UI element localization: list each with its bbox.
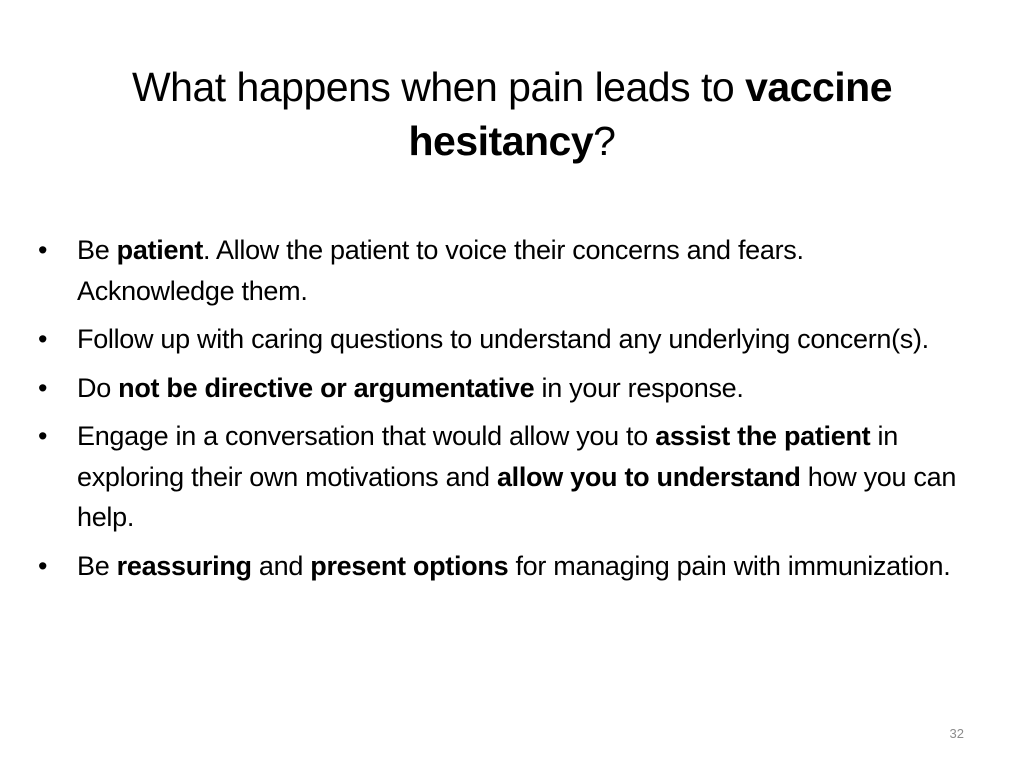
title-punctuation: ?	[593, 118, 616, 164]
bullet-text: Engage in a conversation that would allow you to	[77, 421, 656, 451]
bullet-text: in your response.	[534, 372, 744, 403]
title-emphasis: vaccine hesitancy	[408, 64, 893, 164]
title-text: What happens when pain leads to	[131, 64, 746, 110]
bullet-text: Follow up with caring questions to understand any underlying concern(s).	[77, 324, 929, 354]
bullet-emphasis: present options	[310, 550, 509, 581]
bullet-text: and	[251, 550, 311, 581]
bullet-item	[36, 546, 966, 587]
bullet-emphasis: patient	[116, 235, 204, 265]
bullet-text: in exploring their own motivations and	[77, 421, 898, 492]
bullet-dot-icon: •	[38, 372, 48, 403]
bullet-item	[36, 368, 966, 409]
bullet-dot-icon: •	[38, 421, 48, 451]
bullet-item	[36, 230, 966, 311]
bullet-item	[36, 319, 966, 360]
bullet-emphasis: allow you to understand	[496, 461, 801, 492]
bullet-text: Do	[77, 372, 119, 403]
bullet-dot-icon: •	[38, 324, 48, 354]
bullet-text: for managing pain with immunization.	[508, 550, 951, 581]
slide-title	[60, 60, 964, 168]
bullet-text: how you can help.	[77, 461, 957, 532]
bullet-text: Be	[77, 550, 117, 581]
bullet-list	[36, 230, 966, 594]
bullet-emphasis: reassuring	[116, 550, 252, 581]
bullet-emphasis: not be directive or argumentative	[118, 372, 535, 403]
bullet-text: . Allow the patient to voice their concerns and fears. Acknowledge them.	[77, 235, 804, 306]
bullet-text: Be	[77, 235, 117, 265]
bullet-dot-icon: •	[38, 550, 48, 581]
slide-number: 32	[949, 726, 964, 741]
bullet-emphasis: assist the patient	[655, 421, 871, 451]
bullet-dot-icon: •	[38, 235, 48, 265]
bullet-item	[36, 416, 966, 538]
